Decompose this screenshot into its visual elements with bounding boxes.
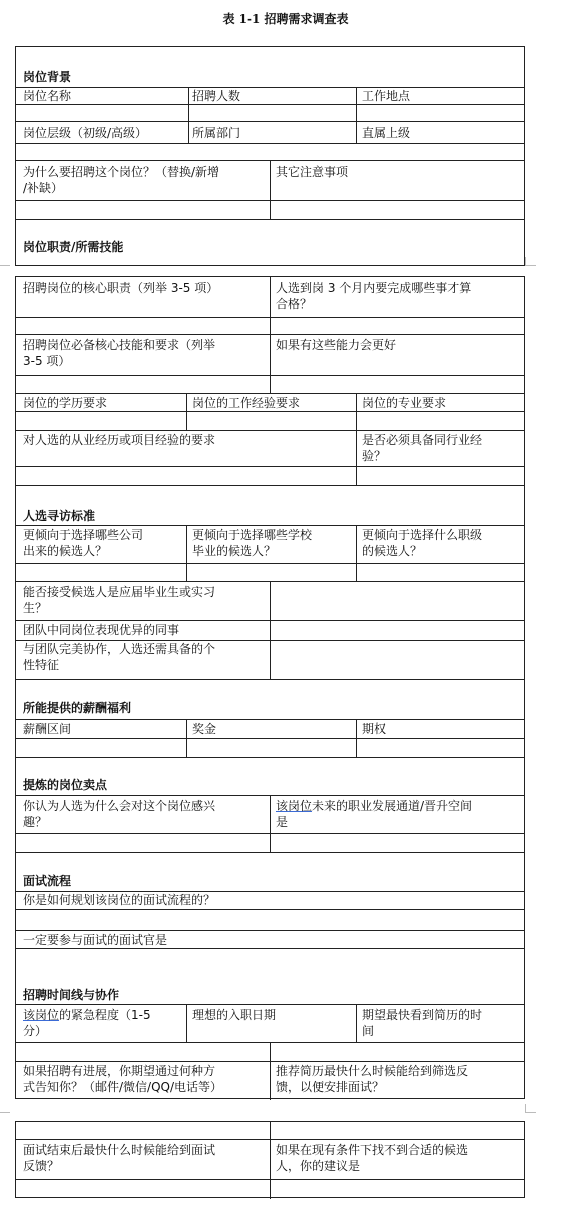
page-break-mark-right-2 [525, 1104, 536, 1113]
career-path-rest: 未来的职业发展通道/晋升空间 是 [276, 799, 473, 829]
label-resume-feedback: 推荐简历最快什么时候能给到筛选反 馈，以便安排面试？ [276, 1064, 469, 1094]
label-why-hire: 为什么要招聘这个岗位？（替换/新增 /补缺） [23, 165, 220, 195]
page-break-mark-right [525, 257, 536, 266]
section-header-selling-points: 提炼的岗位卖点 [23, 778, 108, 792]
label-rank: 更倾向于选择什么职级 的候选人？ [362, 528, 483, 558]
label-department: 所属部门 [192, 126, 241, 140]
label-schools: 更倾向于选择哪些学校 毕业的候选人？ [192, 528, 313, 558]
label-three-months: 人选到岗 3 个月内要完成哪些事才算 合格？ [276, 281, 472, 311]
career-path-underlined: 该岗位 [276, 799, 313, 813]
section-header-compensation: 所能提供的薪酬福利 [23, 701, 132, 715]
label-position-name: 岗位名称 [23, 89, 72, 103]
label-salary: 薪酬区间 [23, 722, 72, 736]
label-bonus-abilities: 如果有这些能力会更好 [276, 338, 397, 352]
label-core-duties: 招聘岗位的核心职责（列举 3-5 项） [23, 281, 219, 295]
label-same-industry: 是否必须具备同行业经 验？ [362, 433, 483, 463]
urgency-rest: 的紧急程度（1-5 分） [23, 1008, 151, 1038]
label-traits: 与团队完美协作，人选还需具备的个 性特征 [23, 642, 216, 672]
page-break-mark-left-2 [0, 1104, 10, 1113]
label-interview-plan: 你是如何规划该岗位的面试流程的？ [23, 893, 216, 907]
label-options: 期权 [362, 722, 387, 736]
label-progress-notify: 如果招聘有进展，你期望通过何种方 式告知你？（邮件/微信/QQ/电话等） [23, 1064, 223, 1094]
section-header-interview: 面试流程 [23, 874, 72, 888]
label-career-path [276, 798, 521, 830]
section-header-duties: 岗位职责/所需技能 [23, 240, 124, 254]
page-title: 表 1-1 招聘需求调查表 [222, 12, 349, 26]
label-ideal-date: 理想的入职日期 [192, 1008, 277, 1022]
label-interviewers: 一定要参与面试的面试官是 [23, 933, 168, 947]
label-graduates: 能否接受候选人是应届毕业生或实习 生？ [23, 585, 216, 615]
label-education: 岗位的学历要求 [23, 396, 108, 410]
label-no-candidate: 如果在现有条件下找不到合适的候选 人，你的建议是 [276, 1143, 469, 1173]
label-bonus: 奖金 [192, 722, 217, 736]
label-core-skills: 招聘岗位必备核心技能和要求（列举 3-5 项） [23, 338, 216, 368]
section-header-search: 人选寻访标准 [23, 509, 96, 523]
label-direct-supervisor: 直属上级 [362, 126, 411, 140]
section-timeline-continued [15, 1121, 525, 1198]
label-earliest-resume: 期望最快看到简历的时 间 [362, 1008, 483, 1038]
label-top-colleague: 团队中同岗位表现优异的同事 [23, 623, 180, 637]
urgency-underlined: 该岗位 [23, 1008, 60, 1022]
label-career-req: 对人选的从业经历或项目经验的要求 [23, 433, 216, 447]
label-experience: 岗位的工作经验要求 [192, 396, 301, 410]
label-urgency [23, 1007, 183, 1039]
label-interview-feedback: 面试结束后最快什么时候能给到面试 反馈？ [23, 1143, 216, 1173]
label-companies: 更倾向于选择哪些公司 出来的候选人？ [23, 528, 144, 558]
page-break-mark-left [0, 257, 10, 266]
section-main [15, 276, 525, 1099]
section-header-background: 岗位背景 [23, 70, 72, 84]
label-work-location: 工作地点 [362, 89, 411, 103]
section-header-timeline: 招聘时间线与协作 [23, 988, 120, 1002]
section-position-background [15, 46, 525, 266]
label-headcount: 招聘人数 [192, 89, 241, 103]
label-level: 岗位层级（初级/高级） [23, 126, 148, 140]
label-why-interested: 你认为人选为什么会对这个岗位感兴 趣？ [23, 799, 216, 829]
label-other-notes: 其它注意事项 [276, 165, 349, 179]
label-major: 岗位的专业要求 [362, 396, 447, 410]
